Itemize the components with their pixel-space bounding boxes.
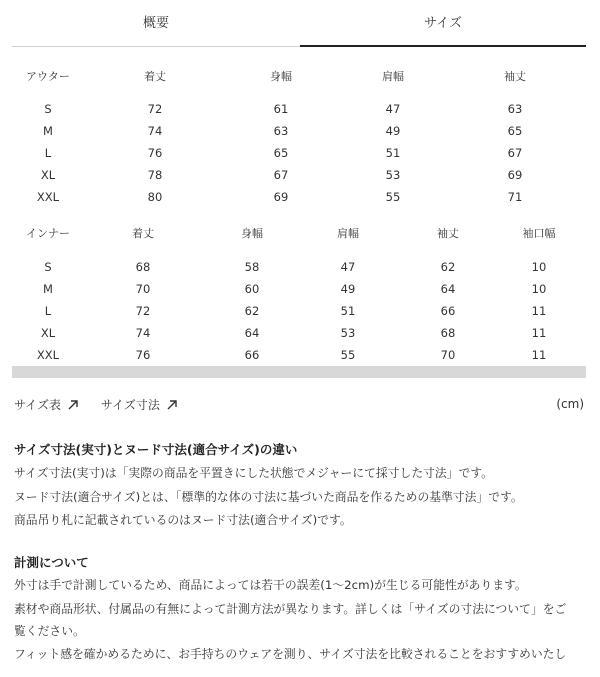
inner-header-cell: 身幅 — [241, 227, 263, 240]
external-arrow-icon — [166, 399, 178, 411]
table-cell: 76 — [135, 348, 151, 362]
outer-table-header — [18, 64, 574, 88]
table-cell: 63 — [273, 124, 289, 138]
table-cell: 53 — [340, 326, 356, 340]
table-cell: 64 — [440, 282, 456, 296]
table-cell: 51 — [340, 304, 356, 318]
table-cell: 72 — [135, 304, 151, 318]
table-cell: L — [44, 304, 52, 318]
table-row — [18, 164, 574, 186]
table-cell: 74 — [135, 326, 151, 340]
paragraph-line: サイズ寸法(実寸)は「実際の商品を平置きにした状態でメジャーにて採寸した寸法」です。 — [14, 466, 493, 480]
table-cell: 53 — [385, 168, 401, 182]
paragraph-line: フィット感を確かめるために、お手持ちのウェアを測り、サイズ寸法を比較されることをおすすめいたし — [14, 647, 567, 661]
table-cell: 80 — [147, 190, 163, 204]
table-cell: 10 — [531, 260, 547, 274]
inner-size-table — [18, 220, 582, 366]
table-cell: 49 — [340, 282, 356, 296]
table-cell: XXL — [36, 348, 60, 362]
table-cell: 11 — [531, 326, 547, 340]
table-cell: 72 — [147, 102, 163, 116]
table-cell: L — [44, 146, 52, 160]
table-cell: XXL — [36, 190, 60, 204]
table-cell: 67 — [507, 146, 523, 160]
table-row — [18, 142, 574, 164]
table-cell: 58 — [244, 260, 260, 274]
paragraph-line: 覧ください。 — [14, 624, 85, 638]
table-cell: 67 — [273, 168, 289, 182]
table-cell: S — [44, 260, 52, 274]
table-row — [18, 98, 574, 120]
table-cell: 78 — [147, 168, 163, 182]
table-cell: XL — [40, 326, 56, 340]
table-cell: 60 — [244, 282, 260, 296]
outer-header-cell: 袖丈 — [504, 70, 526, 83]
table-cell: 10 — [531, 282, 547, 296]
inner-header-cell: 肩幅 — [337, 227, 359, 240]
table-cell: 47 — [385, 102, 401, 116]
table-cell: 47 — [340, 260, 356, 274]
table-cell: 76 — [147, 146, 163, 160]
size-measure-link-label: サイズ寸法 — [100, 398, 160, 412]
size-table-link-label: サイズ表 — [14, 398, 62, 412]
table-cell: XL — [40, 168, 56, 182]
outer-header-cell: 着丈 — [144, 70, 166, 83]
table-cell: 62 — [244, 304, 260, 318]
table-cell: 69 — [273, 190, 289, 204]
outer-header-cell: 身幅 — [270, 70, 292, 83]
tab-size[interactable]: サイズ — [424, 16, 462, 31]
table-cell: 68 — [440, 326, 456, 340]
table-cell: 66 — [440, 304, 456, 318]
table-row — [18, 300, 582, 322]
table-cell: 49 — [385, 124, 401, 138]
table-cell: 65 — [507, 124, 523, 138]
size-measure-link[interactable] — [101, 396, 178, 413]
unit-label: (cm) — [556, 397, 584, 411]
table-cell: 55 — [385, 190, 401, 204]
inner-header-cell: 袖口幅 — [522, 227, 556, 240]
table-cell: 66 — [244, 348, 260, 362]
table-cell: 51 — [385, 146, 401, 160]
table-row — [18, 278, 582, 300]
paragraph-line: 商品吊り札に記載されているのはヌード寸法(適合サイズ)です。 — [14, 513, 352, 527]
inner-header-cell: インナー — [26, 227, 70, 240]
table-cell: M — [43, 282, 53, 296]
section-title-difference: サイズ寸法(実寸)とヌード寸法(適合サイズ)の違い — [14, 442, 298, 457]
paragraph-line: 素材や商品形状、付属品の有無によって計測方法が異なります。詳しくは「サイズの寸法について」をご — [14, 602, 567, 616]
inner-header-cell: 袖丈 — [437, 227, 459, 240]
section-title-measurement: 計測について — [14, 555, 89, 570]
table-cell: 55 — [340, 348, 356, 362]
table-cell: 70 — [135, 282, 151, 296]
paragraph-line: ヌード寸法(適合サイズ)とは、「標準的な体の寸法に基づいた商品を作るための基準寸法」です。 — [14, 490, 523, 504]
table-cell: 11 — [531, 304, 547, 318]
table-cell: M — [43, 124, 53, 138]
table-cell: 62 — [440, 260, 456, 274]
tab-overview[interactable]: 概要 — [142, 16, 169, 31]
tab-bar — [0, 0, 600, 48]
tab-active-indicator — [300, 45, 586, 47]
table-row — [18, 256, 582, 278]
table-cell: S — [44, 102, 52, 116]
outer-header-cell: アウター — [26, 70, 70, 83]
inner-table-header — [18, 220, 582, 246]
table-row — [18, 322, 582, 344]
size-links — [14, 396, 196, 413]
table-cell: 69 — [507, 168, 523, 182]
table-row — [18, 344, 582, 366]
table-cell: 61 — [273, 102, 289, 116]
table-cell: 63 — [507, 102, 523, 116]
size-table-link[interactable] — [14, 396, 79, 413]
table-cell: 65 — [273, 146, 289, 160]
table-cell: 74 — [147, 124, 163, 138]
table-row — [18, 186, 574, 208]
table-cell: 68 — [135, 260, 151, 274]
table-cell: 70 — [440, 348, 456, 362]
paragraph-line: 外寸は手で計測しているため、商品によっては若干の誤差(1〜2cm)が生じる可能性があります。 — [14, 578, 527, 592]
horizontal-scrollbar[interactable] — [12, 366, 586, 378]
table-row — [18, 120, 574, 142]
inner-header-cell: 着丈 — [132, 227, 154, 240]
outer-header-cell: 肩幅 — [382, 70, 404, 83]
external-arrow-icon — [67, 399, 79, 411]
table-cell: 11 — [531, 348, 547, 362]
table-cell: 64 — [244, 326, 260, 340]
outer-size-table — [18, 64, 574, 208]
table-cell: 71 — [507, 190, 523, 204]
